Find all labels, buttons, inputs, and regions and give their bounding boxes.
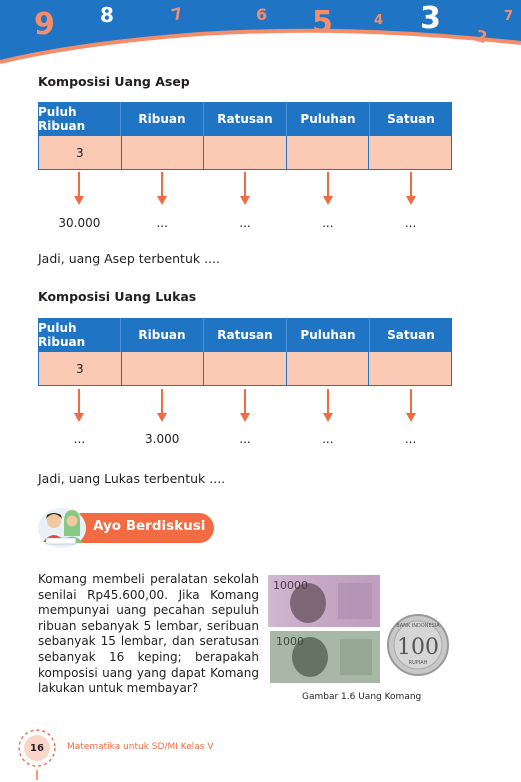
header-digit: 5 <box>312 5 333 40</box>
down-arrow-icon <box>239 172 251 206</box>
column-header: Puluh Ribuan <box>38 105 86 133</box>
discussion-label: Ayo Berdiskusi <box>93 518 206 534</box>
place-value: ... <box>322 432 334 446</box>
down-arrow-icon <box>156 389 168 423</box>
place-value: ... <box>73 432 86 446</box>
column-header: Ribuan <box>120 102 203 136</box>
section-title-lukas: Komposisi Uang Lukas <box>38 289 197 304</box>
table-cell <box>287 352 369 385</box>
coin-top-text: BANK INDONESIA <box>396 623 440 629</box>
table-header <box>38 318 452 352</box>
down-arrow-icon <box>405 389 417 423</box>
header-digit: 8 <box>100 3 114 27</box>
figure-caption: Gambar 1.6 Uang Komang <box>302 692 422 702</box>
money-figure <box>268 575 454 685</box>
table-cell <box>122 352 204 385</box>
note-denomination: 10000 <box>273 579 308 592</box>
column-header: Puluh Ribuan <box>38 321 86 349</box>
table-cell <box>369 352 451 385</box>
column-header: Satuan <box>369 318 452 352</box>
book-title: Matematika untuk SD/MI Kelas V <box>67 742 214 752</box>
composition-table-lukas <box>38 318 452 386</box>
place-value: 3.000 <box>145 432 180 446</box>
place-value: ... <box>404 216 417 230</box>
conclusion-lukas: Jadi, uang Lukas terbentuk .... <box>38 471 226 486</box>
place-value: ... <box>239 432 251 446</box>
column-header: Puluhan <box>286 318 369 352</box>
down-arrow-icon <box>322 172 334 206</box>
arrow-row <box>38 172 452 206</box>
place-value: ... <box>404 432 417 446</box>
column-header: Ribuan <box>120 318 203 352</box>
problem-text: Komang membeli peralatan sekolah senilai Rp45.600,00. Jika Komang mempunyai uang pecahan sepuluh ribuan sebanyak 5 lembar, seribuan sebanyak 15 lembar, dan seratusan sebanyak 16 keping; berapakah komposisi uang yang dapat Komang lakukan untuk membayar? <box>38 572 259 696</box>
place-value: 30.000 <box>58 216 101 230</box>
place-value: ... <box>239 216 251 230</box>
composition-table-asep <box>38 102 452 170</box>
table-cell: 3 <box>39 136 121 169</box>
header-digit: 7 <box>504 9 514 24</box>
section-title-asep: Komposisi Uang Asep <box>38 74 190 89</box>
place-value: ... <box>322 216 334 230</box>
table-row <box>38 136 452 170</box>
down-arrow-icon <box>239 389 251 423</box>
banknote-1000 <box>270 631 380 683</box>
place-value: ... <box>156 216 168 230</box>
banknote-10000 <box>268 575 380 627</box>
table-cell <box>287 136 369 169</box>
down-arrow-icon <box>73 389 85 423</box>
header-digit: 7 <box>169 3 185 25</box>
column-header: Ratusan <box>203 102 286 136</box>
value-row <box>38 432 452 446</box>
column-header: Puluhan <box>286 102 369 136</box>
down-arrow-icon <box>322 389 334 423</box>
table-cell: 3 <box>39 352 121 385</box>
header-digit: 2 <box>473 26 490 48</box>
conclusion-asep: Jadi, uang Asep terbentuk .... <box>38 251 220 266</box>
header-digit: 9 <box>34 7 55 42</box>
coin-100 <box>388 615 448 675</box>
header-banner <box>0 0 521 66</box>
table-header <box>38 102 452 136</box>
table-cell <box>122 136 204 169</box>
arrow-row <box>38 389 452 423</box>
column-header: Satuan <box>369 102 452 136</box>
student-icon <box>47 514 61 528</box>
table-row <box>38 352 452 386</box>
table-cell <box>204 352 286 385</box>
table-cell <box>204 136 286 169</box>
header-digit: 4 <box>374 13 384 28</box>
table-cell <box>369 136 451 169</box>
note-denomination: 1000 <box>276 635 304 648</box>
down-arrow-icon <box>73 172 85 206</box>
down-arrow-icon <box>405 172 417 206</box>
down-arrow-icon <box>156 172 168 206</box>
column-header: Ratusan <box>203 318 286 352</box>
header-digit: 6 <box>256 5 268 24</box>
coin-value: 100 <box>397 635 439 660</box>
page-number: 16 <box>24 735 50 761</box>
value-row <box>38 216 452 230</box>
coin-bottom-text: RUPIAH <box>408 660 428 666</box>
header-digit: 3 <box>420 1 441 36</box>
